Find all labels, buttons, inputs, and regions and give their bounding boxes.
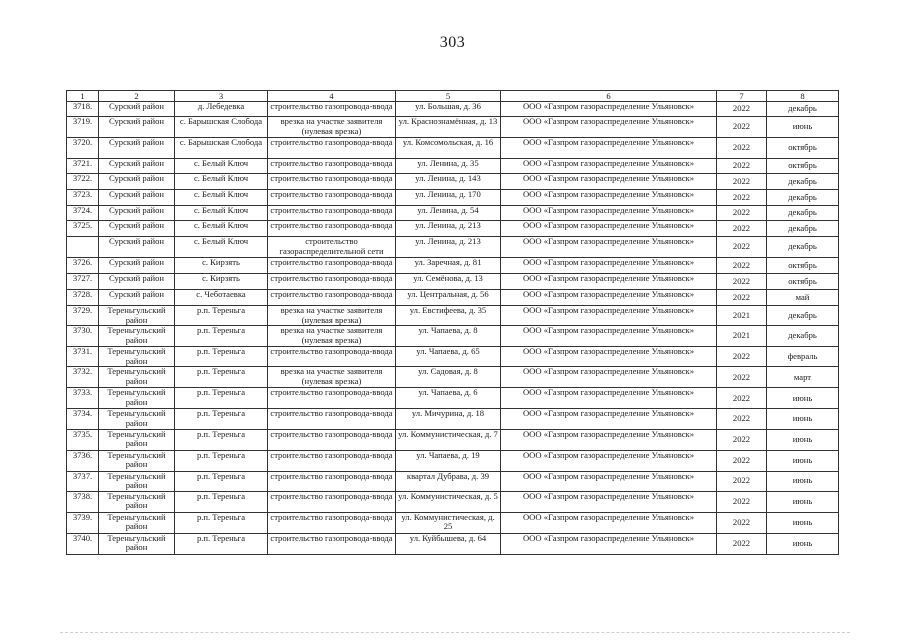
table-row — [67, 274, 839, 290]
settlement-cell: с. Белый Ключ — [175, 190, 268, 206]
month-cell: декабрь — [767, 306, 839, 326]
column-header-3: 3 — [175, 91, 268, 102]
column-header-2: 2 — [99, 91, 175, 102]
row-number: 3737. — [67, 471, 99, 491]
address-cell: ул. Чапаева, д. 8 — [396, 326, 501, 347]
table-row — [67, 512, 839, 533]
work-type-cell: строительство газопровода-ввода — [268, 102, 396, 117]
district-cell: Сурский район — [99, 258, 175, 274]
district-cell: Сурский район — [99, 138, 175, 159]
table-row — [67, 388, 839, 409]
work-type-cell: строительство газопровода-ввода — [268, 491, 396, 512]
settlement-cell: с. Кирзять — [175, 274, 268, 290]
address-cell: ул. Коммунистическая, д. 25 — [396, 512, 501, 533]
district-cell: Сурский район — [99, 174, 175, 190]
table-row — [67, 409, 839, 429]
work-type-cell: строительство газопровода-ввода — [268, 190, 396, 206]
year-cell: 2021 — [717, 306, 767, 326]
district-cell: Тереньгульский район — [99, 491, 175, 512]
district-cell: Тереньгульский район — [99, 512, 175, 533]
row-number: 3733. — [67, 388, 99, 409]
column-header-8: 8 — [767, 91, 839, 102]
organization-cell: ООО «Газпром газораспределение Ульяновск» — [501, 159, 717, 174]
year-cell: 2022 — [717, 450, 767, 471]
work-type-cell: строительство газораспределительной сети — [268, 237, 396, 258]
year-cell: 2022 — [717, 159, 767, 174]
organization-cell: ООО «Газпром газораспределение Ульяновск» — [501, 409, 717, 429]
year-cell: 2022 — [717, 429, 767, 450]
row-number: 3722. — [67, 174, 99, 190]
row-number: 3731. — [67, 347, 99, 367]
address-cell: ул. Семёнова, д. 13 — [396, 274, 501, 290]
row-number: 3730. — [67, 326, 99, 347]
month-cell: июнь — [767, 491, 839, 512]
table-row — [67, 347, 839, 367]
address-cell: ул. Садовая, д. 8 — [396, 367, 501, 388]
year-cell: 2022 — [717, 117, 767, 138]
work-type-cell: строительство газопровода-ввода — [268, 258, 396, 274]
column-header-1: 1 — [67, 91, 99, 102]
address-cell: ул. Центральная, д. 56 — [396, 290, 501, 306]
settlement-cell: с. Белый Ключ — [175, 221, 268, 237]
row-number — [67, 237, 99, 258]
column-header-5: 5 — [396, 91, 501, 102]
row-number: 3739. — [67, 512, 99, 533]
row-number: 3735. — [67, 429, 99, 450]
year-cell: 2022 — [717, 274, 767, 290]
column-header-4: 4 — [268, 91, 396, 102]
table-row — [67, 159, 839, 174]
settlement-cell: р.п. Тереньга — [175, 512, 268, 533]
year-cell: 2022 — [717, 237, 767, 258]
address-cell: ул. Ленина, д. 54 — [396, 206, 501, 221]
table-body — [67, 102, 839, 555]
work-type-cell: строительство газопровода-ввода — [268, 221, 396, 237]
district-cell: Тереньгульский район — [99, 347, 175, 367]
settlement-cell: р.п. Тереньга — [175, 306, 268, 326]
address-cell: ул. Ленина, д. 213 — [396, 237, 501, 258]
table-row — [67, 306, 839, 326]
year-cell: 2022 — [717, 491, 767, 512]
row-number: 3723. — [67, 190, 99, 206]
table-row — [67, 367, 839, 388]
organization-cell: ООО «Газпром газораспределение Ульяновск» — [501, 237, 717, 258]
month-cell: декабрь — [767, 237, 839, 258]
row-number: 3727. — [67, 274, 99, 290]
organization-cell: ООО «Газпром газораспределение Ульяновск» — [501, 533, 717, 554]
month-cell: декабрь — [767, 326, 839, 347]
settlement-cell: с. Белый Ключ — [175, 159, 268, 174]
settlement-cell: р.п. Тереньга — [175, 471, 268, 491]
organization-cell: ООО «Газпром газораспределение Ульяновск» — [501, 491, 717, 512]
month-cell: декабрь — [767, 190, 839, 206]
month-cell: июнь — [767, 409, 839, 429]
row-number: 3734. — [67, 409, 99, 429]
settlement-cell: р.п. Тереньга — [175, 409, 268, 429]
settlement-cell: с. Барышская Слобода — [175, 117, 268, 138]
address-cell: ул. Чапаева, д. 6 — [396, 388, 501, 409]
district-cell: Сурский район — [99, 206, 175, 221]
month-cell: октябрь — [767, 274, 839, 290]
organization-cell: ООО «Газпром газораспределение Ульяновск» — [501, 206, 717, 221]
row-number: 3720. — [67, 138, 99, 159]
settlement-cell: с. Чеботаевка — [175, 290, 268, 306]
address-cell: ул. Евстифеева, д. 35 — [396, 306, 501, 326]
organization-cell: ООО «Газпром газораспределение Ульяновск» — [501, 326, 717, 347]
column-header-6: 6 — [501, 91, 717, 102]
year-cell: 2021 — [717, 326, 767, 347]
address-cell: ул. Ленина, д. 35 — [396, 159, 501, 174]
address-cell: квартал Дубрава, д. 39 — [396, 471, 501, 491]
organization-cell: ООО «Газпром газораспределение Ульяновск» — [501, 347, 717, 367]
settlement-cell: р.п. Тереньга — [175, 429, 268, 450]
organization-cell: ООО «Газпром газораспределение Ульяновск» — [501, 367, 717, 388]
month-cell: май — [767, 290, 839, 306]
month-cell: июнь — [767, 117, 839, 138]
address-cell: ул. Ленина, д. 213 — [396, 221, 501, 237]
year-cell: 2022 — [717, 221, 767, 237]
row-number: 3728. — [67, 290, 99, 306]
year-cell: 2022 — [717, 206, 767, 221]
district-cell: Сурский район — [99, 159, 175, 174]
organization-cell: ООО «Газпром газораспределение Ульяновск» — [501, 138, 717, 159]
month-cell: октябрь — [767, 258, 839, 274]
address-cell: ул. Куйбышева, д. 64 — [396, 533, 501, 554]
settlement-cell: р.п. Тереньга — [175, 367, 268, 388]
work-type-cell: врезка на участке заявителя (нулевая врезка) — [268, 367, 396, 388]
organization-cell: ООО «Газпром газораспределение Ульяновск» — [501, 117, 717, 138]
year-cell: 2022 — [717, 367, 767, 388]
district-cell: Тереньгульский район — [99, 388, 175, 409]
work-type-cell: строительство газопровода-ввода — [268, 347, 396, 367]
district-cell: Сурский район — [99, 190, 175, 206]
settlement-cell: с. Кирзять — [175, 258, 268, 274]
row-number: 3736. — [67, 450, 99, 471]
address-cell: ул. Ленина, д. 143 — [396, 174, 501, 190]
address-cell: ул. Коммунистическая, д. 5 — [396, 491, 501, 512]
year-cell: 2022 — [717, 512, 767, 533]
year-cell: 2022 — [717, 471, 767, 491]
work-type-cell: строительство газопровода-ввода — [268, 138, 396, 159]
work-type-cell: строительство газопровода-ввода — [268, 471, 396, 491]
district-cell: Тереньгульский район — [99, 450, 175, 471]
settlement-cell: р.п. Тереньга — [175, 326, 268, 347]
year-cell: 2022 — [717, 409, 767, 429]
work-type-cell: строительство газопровода-ввода — [268, 450, 396, 471]
settlement-cell: р.п. Тереньга — [175, 491, 268, 512]
district-cell: Тереньгульский район — [99, 367, 175, 388]
work-type-cell: врезка на участке заявителя (нулевая врезка) — [268, 306, 396, 326]
year-cell: 2022 — [717, 388, 767, 409]
district-cell: Тереньгульский район — [99, 533, 175, 554]
table-row — [67, 533, 839, 554]
work-type-cell: строительство газопровода-ввода — [268, 274, 396, 290]
month-cell: июнь — [767, 450, 839, 471]
organization-cell: ООО «Газпром газораспределение Ульяновск» — [501, 306, 717, 326]
work-type-cell: строительство газопровода-ввода — [268, 159, 396, 174]
month-cell: июнь — [767, 533, 839, 554]
district-cell: Тереньгульский район — [99, 306, 175, 326]
month-cell: октябрь — [767, 138, 839, 159]
work-type-cell: врезка на участке заявителя (нулевая врезка) — [268, 326, 396, 347]
table-row — [67, 290, 839, 306]
table-row — [67, 174, 839, 190]
table-row — [67, 326, 839, 347]
year-cell: 2022 — [717, 190, 767, 206]
row-number: 3724. — [67, 206, 99, 221]
address-cell: ул. Комсомольская, д. 16 — [396, 138, 501, 159]
settlement-cell: с. Белый Ключ — [175, 237, 268, 258]
work-type-cell: врезка на участке заявителя (нулевая врезка) — [268, 117, 396, 138]
month-cell: июнь — [767, 429, 839, 450]
year-cell: 2022 — [717, 174, 767, 190]
row-number: 3725. — [67, 221, 99, 237]
year-cell: 2022 — [717, 138, 767, 159]
year-cell: 2022 — [717, 347, 767, 367]
settlement-cell: с. Барышская Слобода — [175, 138, 268, 159]
page-number: 303 — [439, 34, 466, 51]
district-cell: Сурский район — [99, 117, 175, 138]
month-cell: февраль — [767, 347, 839, 367]
address-cell: ул. Чапаева, д. 19 — [396, 450, 501, 471]
organization-cell: ООО «Газпром газораспределение Ульяновск» — [501, 102, 717, 117]
table-row — [67, 450, 839, 471]
settlement-cell: р.п. Тереньга — [175, 450, 268, 471]
address-cell: ул. Большая, д. 36 — [396, 102, 501, 117]
address-cell: ул. Коммунистическая, д. 7 — [396, 429, 501, 450]
table-row — [67, 491, 839, 512]
table-row — [67, 206, 839, 221]
settlement-cell: р.п. Тереньга — [175, 347, 268, 367]
settlement-cell: с. Белый Ключ — [175, 206, 268, 221]
district-cell: Сурский район — [99, 237, 175, 258]
district-cell: Сурский район — [99, 274, 175, 290]
gas-works-table — [66, 90, 839, 555]
table-row — [67, 221, 839, 237]
table-row — [67, 117, 839, 138]
row-number: 3718. — [67, 102, 99, 117]
work-type-cell: строительство газопровода-ввода — [268, 388, 396, 409]
organization-cell: ООО «Газпром газораспределение Ульяновск» — [501, 258, 717, 274]
work-type-cell: строительство газопровода-ввода — [268, 533, 396, 554]
work-type-cell: строительство газопровода-ввода — [268, 206, 396, 221]
month-cell: декабрь — [767, 206, 839, 221]
settlement-cell: с. Белый Ключ — [175, 174, 268, 190]
address-cell: ул. Заречная, д. 81 — [396, 258, 501, 274]
address-cell: ул. Ленина, д. 170 — [396, 190, 501, 206]
organization-cell: ООО «Газпром газораспределение Ульяновск» — [501, 190, 717, 206]
table-row — [67, 102, 839, 117]
table-row — [67, 258, 839, 274]
district-cell: Тереньгульский район — [99, 471, 175, 491]
month-cell: июнь — [767, 471, 839, 491]
scan-edge-line — [60, 632, 850, 634]
row-number: 3740. — [67, 533, 99, 554]
month-cell: декабрь — [767, 102, 839, 117]
row-number: 3738. — [67, 491, 99, 512]
table-row — [67, 471, 839, 491]
year-cell: 2022 — [717, 258, 767, 274]
column-header-7: 7 — [717, 91, 767, 102]
table-row — [67, 190, 839, 206]
district-cell: Тереньгульский район — [99, 409, 175, 429]
month-cell: октябрь — [767, 159, 839, 174]
row-number: 3719. — [67, 117, 99, 138]
address-cell: ул. Чапаева, д. 65 — [396, 347, 501, 367]
settlement-cell: д. Лебедевка — [175, 102, 268, 117]
district-cell: Тереньгульский район — [99, 429, 175, 450]
table-header-row — [67, 91, 839, 102]
row-number: 3721. — [67, 159, 99, 174]
work-type-cell: строительство газопровода-ввода — [268, 290, 396, 306]
table-row — [67, 237, 839, 258]
month-cell: июнь — [767, 512, 839, 533]
month-cell: декабрь — [767, 174, 839, 190]
organization-cell: ООО «Газпром газораспределение Ульяновск» — [501, 388, 717, 409]
row-number: 3732. — [67, 367, 99, 388]
organization-cell: ООО «Газпром газораспределение Ульяновск» — [501, 174, 717, 190]
month-cell: июнь — [767, 388, 839, 409]
year-cell: 2022 — [717, 290, 767, 306]
organization-cell: ООО «Газпром газораспределение Ульяновск» — [501, 450, 717, 471]
row-number: 3729. — [67, 306, 99, 326]
address-cell: ул. Краснознамённая, д. 13 — [396, 117, 501, 138]
table-row — [67, 429, 839, 450]
district-cell: Сурский район — [99, 221, 175, 237]
organization-cell: ООО «Газпром газораспределение Ульяновск» — [501, 290, 717, 306]
settlement-cell: р.п. Тереньга — [175, 388, 268, 409]
work-type-cell: строительство газопровода-ввода — [268, 429, 396, 450]
district-cell: Сурский район — [99, 290, 175, 306]
organization-cell: ООО «Газпром газораспределение Ульяновск» — [501, 471, 717, 491]
settlement-cell: р.п. Тереньга — [175, 533, 268, 554]
organization-cell: ООО «Газпром газораспределение Ульяновск» — [501, 429, 717, 450]
table-row — [67, 138, 839, 159]
work-type-cell: строительство газопровода-ввода — [268, 512, 396, 533]
organization-cell: ООО «Газпром газораспределение Ульяновск» — [501, 221, 717, 237]
year-cell: 2022 — [717, 533, 767, 554]
address-cell: ул. Мичурина, д. 18 — [396, 409, 501, 429]
district-cell: Сурский район — [99, 102, 175, 117]
row-number: 3726. — [67, 258, 99, 274]
month-cell: декабрь — [767, 221, 839, 237]
organization-cell: ООО «Газпром газораспределение Ульяновск» — [501, 274, 717, 290]
work-type-cell: строительство газопровода-ввода — [268, 409, 396, 429]
year-cell: 2022 — [717, 102, 767, 117]
district-cell: Тереньгульский район — [99, 326, 175, 347]
work-type-cell: строительство газопровода-ввода — [268, 174, 396, 190]
organization-cell: ООО «Газпром газораспределение Ульяновск» — [501, 512, 717, 533]
month-cell: март — [767, 367, 839, 388]
